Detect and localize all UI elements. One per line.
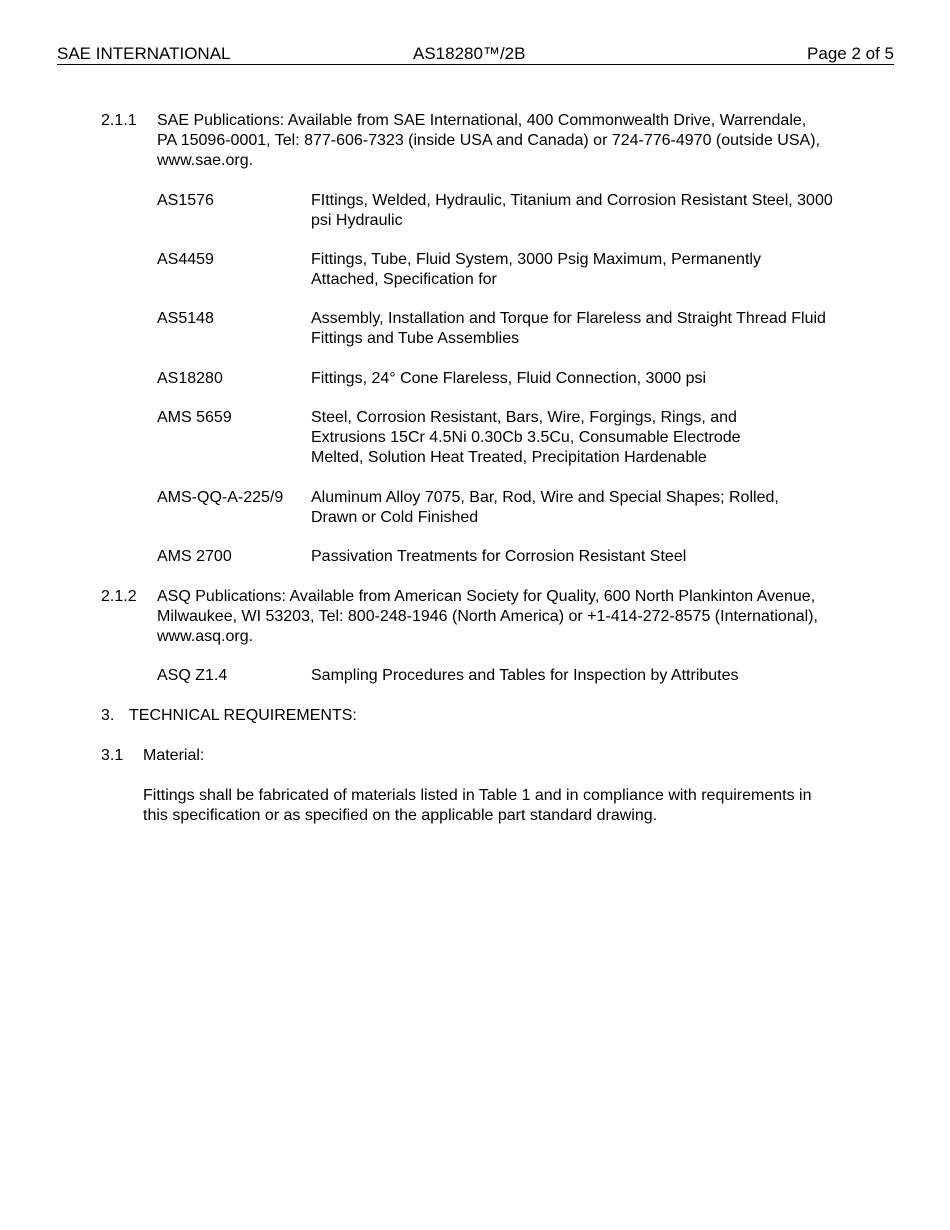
reference-code: AS4459 [157, 251, 214, 268]
section-text: SAE Publications: Available from SAE International, 400 Commonwealth Drive, Warrendale, PA 15096-0001, Tel: 877-606-7323 (inside USA and Canada) or 724-776-4970 (outside USA), www.sae.org. [157, 112, 820, 169]
reference-title: Passivation Treatments for Corrosion Resistant Steel [311, 548, 687, 565]
reference-code: AMS 2700 [157, 548, 232, 565]
reference-title: Assembly, Installation and Torque for Flareless and Straight Thread Fluid Fittings and Tube Assemblies [311, 310, 826, 347]
reference-code: AMS 5659 [157, 409, 232, 426]
reference-code: AS5148 [157, 310, 214, 327]
reference-title: Aluminum Alloy 7075, Bar, Rod, Wire and Special Shapes; Rolled, Drawn or Cold Finished [311, 489, 779, 526]
section-text: ASQ Publications: Available from American Society for Quality, 600 North Plankinton Avenue, Milwaukee, WI 53203, Tel: 800-248-1946 (North America) or +1-414-272-8575 (International), www.asq.org. [157, 588, 818, 645]
section-title: Material: [143, 747, 205, 764]
reference-code: AS1576 [157, 192, 214, 209]
reference-title: Fittings, Tube, Fluid System, 3000 Psig Maximum, Permanently Attached, Specification for [311, 251, 761, 288]
reference-title: Sampling Procedures and Tables for Inspection by Attributes [311, 667, 739, 684]
reference-title: Steel, Corrosion Resistant, Bars, Wire, Forgings, Rings, and Extrusions 15Cr 4.5Ni 0.30Cb 3.5Cu, Consumable Electrode Melted, Solution Heat Treated, Precipitation Hardenable [311, 409, 741, 466]
section-number: 3. [101, 707, 115, 724]
header-page-number: Page 2 of 5 [807, 44, 894, 63]
header-document-id: AS18280™/2B [413, 44, 526, 63]
reference-title: Fittings, 24° Cone Flareless, Fluid Connection, 3000 psi [311, 370, 707, 387]
reference-code: ASQ Z1.4 [157, 667, 228, 684]
page-header [57, 44, 894, 65]
reference-title: FIttings, Welded, Hydraulic, Titanium and Corrosion Resistant Steel, 3000 psi Hydraulic [311, 192, 833, 229]
section-number: 3.1 [101, 747, 124, 764]
section-body: Fittings shall be fabricated of materials listed in Table 1 and in compliance with requirements in this specification or as specified on the applicable part standard drawing. [143, 787, 812, 824]
header-organization: SAE INTERNATIONAL [57, 44, 231, 63]
section-title: TECHNICAL REQUIREMENTS: [129, 707, 357, 724]
reference-code: AS18280 [157, 370, 223, 387]
reference-code: AMS-QQ-A-225/9 [157, 489, 284, 506]
section-number: 2.1.2 [101, 588, 137, 605]
section-number: 2.1.1 [101, 112, 137, 129]
